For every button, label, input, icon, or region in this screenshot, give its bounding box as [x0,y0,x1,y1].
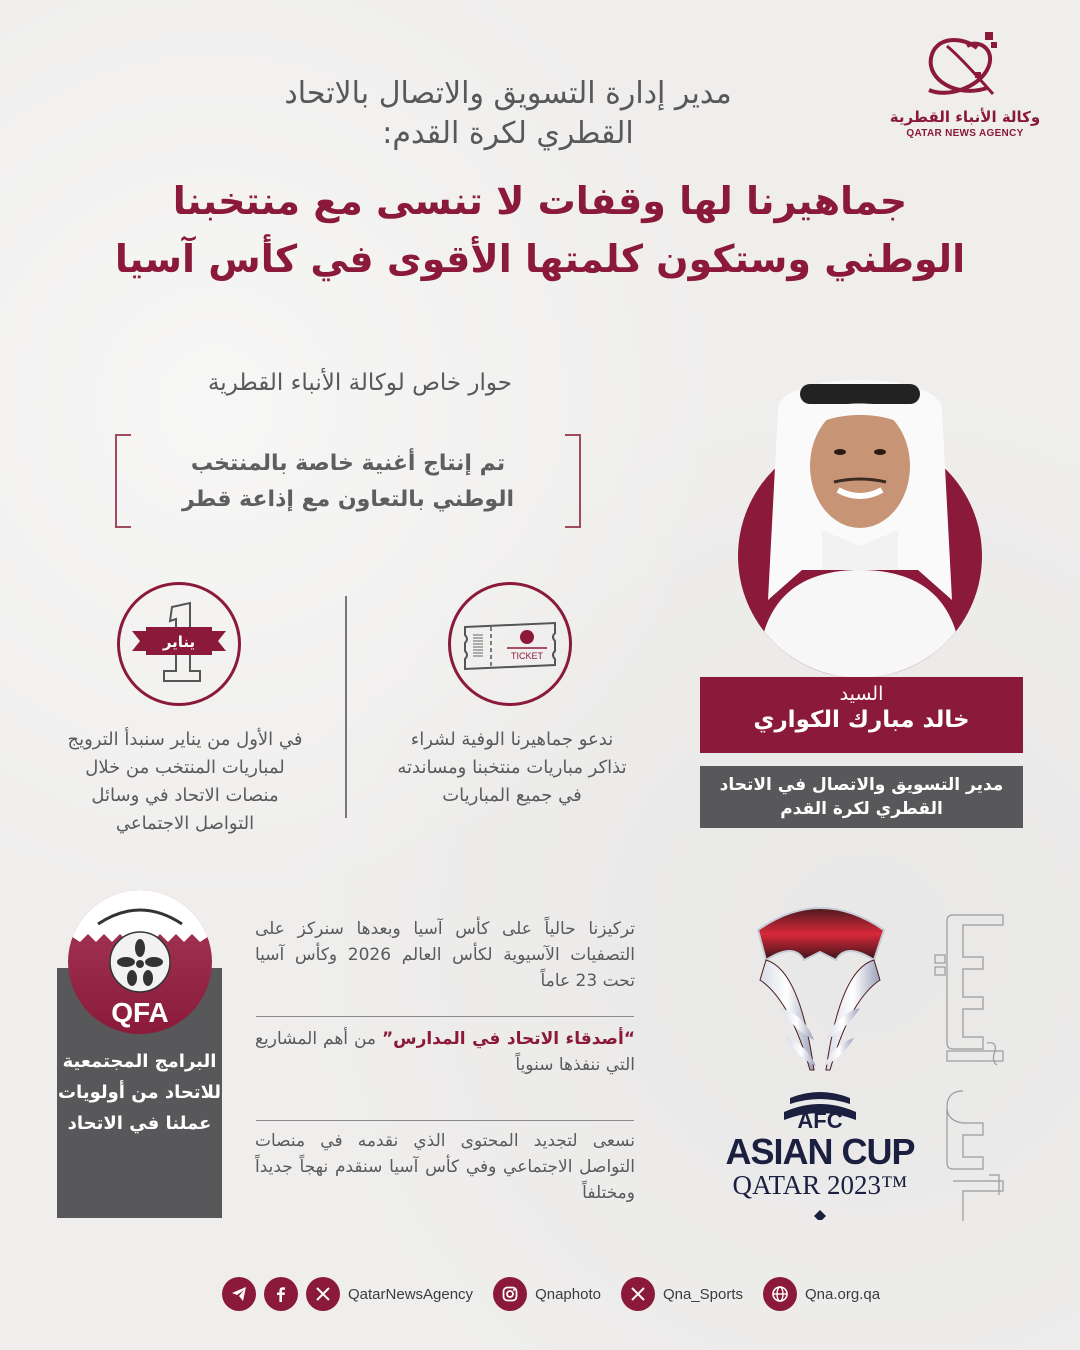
quote-text [145,446,551,518]
bullet-2-text: من أهم المشاريع التي ننفذها سنوياً [255,1029,635,1075]
person-title-box [700,766,1023,828]
quote-line-1: تم إنتاج أغنية خاصة بالمنتخب [190,451,506,476]
social-footer [222,1276,892,1312]
bullet-2-highlight: “أصدقاء الاتحاد في المدارس” [381,1029,635,1049]
afc-label: AFC [797,1108,843,1133]
subtitle-line-2: القطري لكرة القدم: [382,116,634,151]
headline-line-2: الوطني وستكون كلمتها الأقوى في كأس آسيا [114,237,966,281]
ticket-icon-circle [448,582,572,706]
quote-line-2: الوطني بالتعاون مع إذاعة قطر [182,487,514,512]
asian-cup-wordmark [722,1108,918,1200]
person-title-line-1: مدير التسويق والاتصال في الاتحاد [719,775,1004,795]
social-label-website[interactable]: Qna.org.qa [805,1285,881,1303]
headline [100,172,980,288]
facebook-icon[interactable] [264,1277,298,1311]
person-prefix: السيد [839,683,884,705]
person-title-line-2: القطري لكرة القدم [780,799,943,819]
bullet-3: نسعى لتجديد المحتوى الذي نقدمه في منصات التواصل الاجتماعي وفي كأس آسيا سنقدم نهجاً جديداً ومختلفاً [255,1131,635,1203]
calendar-january-1-icon [120,585,238,703]
subtitle [228,74,788,154]
instagram-icon[interactable] [493,1277,527,1311]
interview-label: حوار خاص لوكالة الأنباء القطرية [207,370,513,396]
svg-text:QFA: QFA [111,997,169,1028]
globe-icon[interactable] [763,1277,797,1311]
qatar-2023-label: QATAR 2023™ [732,1170,908,1200]
divider-2 [256,1120,634,1121]
feature-text-january: في الأول من يناير سنبدأ الترويج لمباريات المنتخب من خلال منصات الاتحاد في وسائل التواصل الاجتماعي [67,729,303,834]
telegram-icon[interactable] [222,1277,256,1311]
vertical-divider [345,596,347,818]
january-icon-circle [117,582,241,706]
qfa-logo [68,890,212,1034]
x-icon[interactable] [621,1277,655,1311]
headline-line-1: جماهيرنا لها وقفات لا تنسى مع منتخبنا [172,179,908,223]
divider-1 [256,1016,634,1017]
logo-english: QATAR NEWS AGENCY [906,128,1024,139]
bracket-left [115,434,131,528]
feature-text-tickets: ندعو جماهيرنا الوفية لشراء تذاكر مباريات منتخبنا ومساندته في جميع المباريات [397,729,627,806]
logo-arabic: وكالة الأنباء القطرية [889,108,1041,126]
vertical-outline-text [925,895,1015,1225]
bullet-2 [255,1026,635,1078]
bracket-right [565,434,581,528]
person-name: خالد مبارك الكواري [753,707,970,733]
qna-emblem-icon [917,28,1013,106]
qfa-emblem-icon [68,890,212,1034]
qfa-text: البرامج المجتمعية للاتحاد من أولويات عملنا في الاتحاد [57,1051,222,1134]
subtitle-line-1: مدير إدارة التسويق والاتصال بالاتحاد [284,76,732,111]
bullet-1: تركيزنا حالياً على كأس آسيا وبعدها سنركز على التصفيات الآسيوية لكأس العالم 2026 وكأس آسيا تحت 23 عاماً [255,919,635,991]
social-label-qna-sports[interactable]: Qna_Sports [662,1285,743,1303]
social-label-qatarnewsagency[interactable]: QatarNewsAgency [348,1285,474,1303]
svg-text:TICKET: TICKET [510,651,544,661]
x-icon[interactable] [306,1277,340,1311]
social-label-qnaphoto[interactable]: Qnaphoto [535,1285,601,1303]
quote-box [115,434,581,528]
asian-cup-label: ASIAN CUP [725,1131,915,1172]
qna-logo [880,28,1050,139]
svg-text:يناير: يناير [162,633,196,651]
person-name-box [700,677,1023,753]
portrait-photo [738,370,982,678]
ticket-icon [451,585,569,703]
